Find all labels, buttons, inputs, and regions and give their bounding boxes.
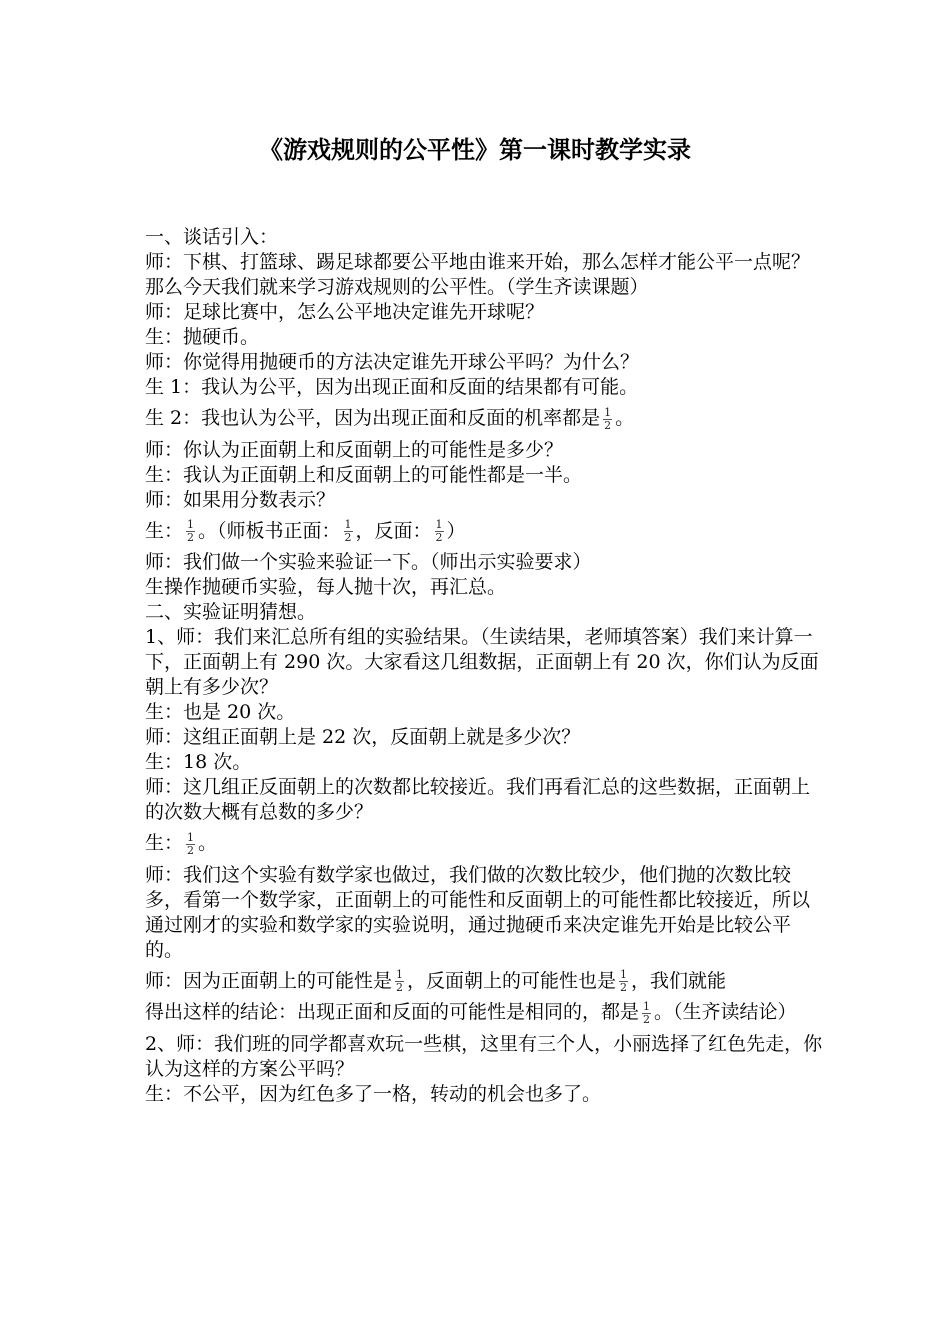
- fraction-denominator: 2: [396, 981, 404, 994]
- paragraph: 生：18 次。: [145, 751, 252, 773]
- paragraph: 2、师：我们班的同学都喜欢玩一些棋，这里有三个人，小丽选择了红色先走，你认为这样的方案公平吗？: [145, 1032, 823, 1080]
- paragraph-with-fraction: [145, 831, 825, 857]
- fraction-denominator: 2: [344, 531, 352, 544]
- fraction-numerator: 1: [187, 830, 195, 844]
- paragraph-with-fraction: [145, 519, 825, 545]
- text-run: ，反面朝上的可能性也是: [407, 969, 617, 992]
- text-run: 生 2：我也认为公平，因为出现正面和反面的机率都是: [145, 407, 601, 429]
- text-run: 师：因为正面朝上的可能性是: [145, 969, 393, 992]
- fraction: [642, 1001, 651, 1026]
- text-run: ）: [446, 519, 466, 542]
- paragraph: 师：这几组正反面朝上的次数都比较接近。我们再看汇总的这些数据，正面朝上的次数大概有总数的多少？: [145, 776, 811, 823]
- fraction: [619, 969, 628, 994]
- paragraph-with-fraction: [145, 969, 825, 995]
- fraction: [344, 519, 353, 544]
- paragraph: 师：这组正面朝上是 22 次，反面朝上就是多少次？: [145, 726, 581, 748]
- text-run: 。（师板书正面：: [198, 519, 341, 542]
- paragraph: 师：我们这个实验有数学家也做过，我们做的次数比较少，他们抛的次数比较多，看第一个数学家，正面朝上的可能性和反面朝上的可能性都比较接近，所以通过刚才的实验和数学家的实验说明，通过抛硬币来决定谁先开始是比较公平的。: [145, 863, 811, 961]
- fraction-numerator: 1: [396, 968, 404, 981]
- paragraph: 1、师：我们来汇总所有组的实验结果。（生读结果，老师填答案）我们来计算一下，正面朝上有 290 次。大家看这几组数据，正面朝上有 20 次，你们认为反面朝上有多少次？: [145, 626, 819, 698]
- fraction: [186, 519, 195, 544]
- text-run: 生：: [145, 519, 184, 542]
- fraction-denominator: 2: [435, 531, 443, 544]
- paragraph: 生操作抛硬币实验，每人抛十次，再汇总。: [145, 576, 507, 598]
- fraction-denominator: 2: [187, 531, 195, 544]
- paragraph: 师：你认为正面朝上和反面朝上的可能性是多少？: [145, 438, 564, 461]
- text-run: 。: [615, 407, 635, 429]
- paragraph: 师：足球比赛中，怎么公平地决定谁先开球呢？: [145, 301, 545, 323]
- text-run: 。（生齐读结论）: [654, 1001, 797, 1023]
- paragraph: 生：我认为正面朝上和反面朝上的可能性都是一半。: [145, 463, 583, 486]
- section-heading: 二、实验证明猜想。: [145, 601, 317, 623]
- fraction-numerator: 1: [620, 968, 628, 981]
- fraction-numerator: 1: [604, 405, 612, 419]
- paragraph-with-fraction: [145, 1000, 825, 1026]
- fraction-numerator: 1: [643, 999, 651, 1013]
- paragraph: 师：你觉得用抛硬币的方法决定谁先开球公平吗？为什么？: [145, 351, 640, 373]
- paragraph: 师：下棋、打篮球、踢足球都要公平地由谁来开始，那么怎样才能公平一点呢？那么今天我们就来学习游戏规则的公平性。（学生齐读课题）: [145, 251, 811, 298]
- text-run: 。: [198, 832, 218, 854]
- text-run: ，反面：: [355, 519, 432, 542]
- document-title: 《游戏规则的公平性》第一课时教学实录: [259, 135, 691, 164]
- paragraph: 生：也是 20 次。: [145, 701, 296, 723]
- fraction: [435, 519, 444, 544]
- paragraph: 生：不公平，因为红色多了一格，转动的机会也多了。: [145, 1082, 602, 1105]
- paragraph: 师：我们做一个实验来验证一下。（师出示实验要求）: [145, 551, 592, 573]
- fraction-denominator: 2: [187, 843, 195, 857]
- paragraph-with-fraction: [145, 406, 825, 432]
- paragraph: 生 1：我认为公平，因为出现正面和反面的结果都有可能。: [145, 376, 639, 398]
- text-run: 得出这样的结论：出现正面和反面的可能性是相同的，都是: [145, 1001, 640, 1023]
- fraction-denominator: 2: [620, 981, 628, 994]
- document-body: [145, 225, 825, 1107]
- fraction: [186, 832, 195, 857]
- fraction-numerator: 1: [435, 518, 443, 531]
- fraction-numerator: 1: [187, 518, 195, 531]
- section-heading: 一、谈话引入：: [145, 226, 279, 248]
- fraction-denominator: 2: [643, 1012, 651, 1026]
- fraction-denominator: 2: [604, 418, 612, 432]
- paragraph: 生：抛硬币。: [145, 326, 260, 348]
- paragraph: 师：如果用分数表示？: [145, 488, 336, 511]
- text-run: ，我们就能: [631, 969, 727, 992]
- fraction-numerator: 1: [344, 518, 352, 531]
- text-run: 生：: [145, 832, 184, 854]
- fraction: [395, 969, 404, 994]
- fraction: [603, 407, 612, 432]
